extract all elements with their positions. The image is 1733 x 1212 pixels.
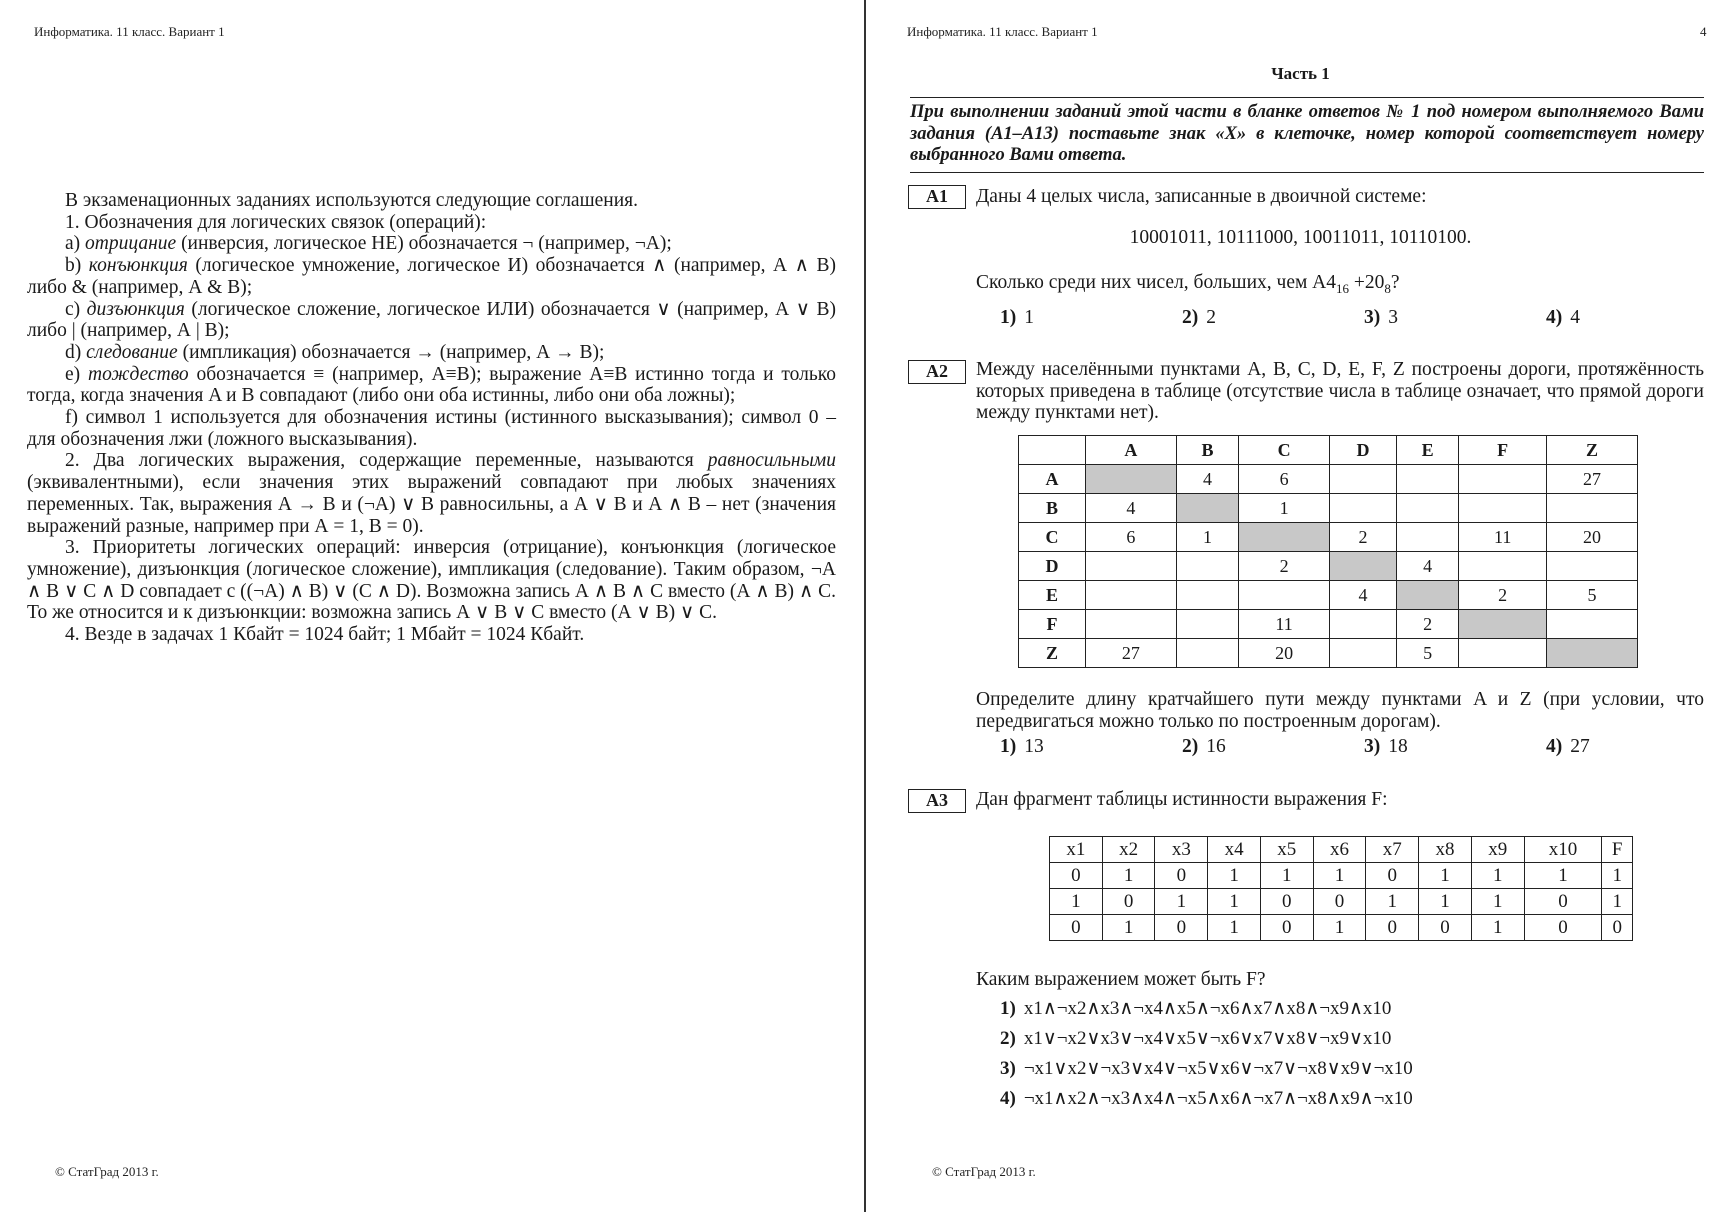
truth-cell: 1 [1313,915,1366,941]
truth-cell: 0 [1260,915,1313,941]
truth-col-header: x10 [1524,837,1602,863]
truth-cell: 1 [1602,889,1633,915]
truth-col-header: x8 [1419,837,1472,863]
distance-header-row [1019,436,1638,465]
part-instructions: При выполнении заданий этой части в бланке ответов № 1 под номером выполняемого Вами задания (А1–А13) поставьте знак «X» в клеточке, номер которой соответствует номеру выбранного Вами ответа. [910,102,1704,165]
truth-table [1049,836,1633,941]
task-a1-text: Даны 4 целых числа, записанные в двоичной системе: [976,186,1427,207]
truth-cell: 1 [1155,889,1208,915]
distance-row [1019,552,1638,581]
distance-cell [1459,465,1547,494]
distance-row-header: B [1019,494,1086,523]
distance-row [1019,581,1638,610]
conventions-item-f: f) символ 1 используется для обозначения истины (истинного высказывания); символ 0 – для обозначения лжи (ложного высказывания). [27,407,836,450]
truth-col-header: x9 [1471,837,1524,863]
truth-col-header: x7 [1366,837,1419,863]
conventions-item-b: b) конъюнкция (логическое умножение, логическое И) обозначается ∧ (например, А ∧ В) либо & (например, А & В); [27,255,836,298]
page-divider [864,0,866,1212]
conventions-item-3: 3. Приоритеты логических операций: инверсия (отрицание), конъюнкция (логическое умножение), дизъюнкция (логическое сложение), импликация (следование). Таким образом, ¬А ∧ В ∨ С ∧ D совпадает с ((¬А) ∧ В) ∨ (С ∧ D). Возможна запись А ∧ В ∧ С вместо (А ∧ В) ∧ С. То же относится и к дизъюнкции: возможна запись А ∨ В ∨ С вместо (А ∨ В) ∨ С. [27,537,836,624]
distance-cell: 5 [1397,639,1459,668]
task-a2-label: А2 [908,360,966,384]
distance-cell: 1 [1239,494,1330,523]
task-a2-answers [1000,736,1720,760]
task-a3-answer-1: 1) x1∧¬x2∧x3∧¬x4∧x5∧¬x6∧x7∧x8∧¬x9∧x10 [1000,998,1392,1019]
distance-col-header: B [1176,436,1238,465]
truth-cell: 0 [1260,889,1313,915]
distance-cell [1330,465,1397,494]
distance-row-header: Z [1019,639,1086,668]
distance-cell [1459,552,1547,581]
rule-bottom [910,172,1704,173]
distance-cell [1085,581,1176,610]
distance-cell [1176,494,1238,523]
left-page [0,0,864,1212]
distance-cell [1459,494,1547,523]
distance-col-header: Z [1547,436,1638,465]
task-a3-question: Каким выражением может быть F? [976,969,1266,990]
distance-cell: 6 [1239,465,1330,494]
distance-cell: 27 [1085,639,1176,668]
distance-cell: 4 [1085,494,1176,523]
task-a1-answer-3: 3) 3 [1364,307,1398,328]
truth-row [1050,863,1633,889]
rule-top [910,97,1704,98]
distance-cell [1547,552,1638,581]
distance-cell [1397,581,1459,610]
distance-cell: 20 [1239,639,1330,668]
conventions-item-4: 4. Везде в задачах 1 Кбайт = 1024 байт; 1 Мбайт = 1024 Кбайт. [65,624,585,646]
distance-col-header: E [1397,436,1459,465]
task-a3-answer-2: 2) x1∨¬x2∨x3∨¬x4∨x5∨¬x6∨x7∨x8∨¬x9∨x10 [1000,1028,1392,1049]
distance-cell [1330,552,1397,581]
truth-cell: 1 [1208,915,1261,941]
distance-cell: 6 [1085,523,1176,552]
right-footer: © СтатГрад 2013 г. [932,1164,1036,1179]
task-a2-question: Определите длину кратчайшего пути между пунктами A и Z (при условии, что передвигаться можно только по построенным дорогам). [976,689,1704,732]
distance-cell [1176,610,1238,639]
distance-col-header: D [1330,436,1397,465]
truth-cell: 0 [1602,915,1633,941]
task-a1-answer-4: 4) 4 [1546,307,1580,328]
task-a3-answer-4: 4) ¬x1∧x2∧¬x3∧x4∧¬x5∧x6∧¬x7∧¬x8∧x9∧¬x10 [1000,1088,1413,1109]
truth-cell: 1 [1102,915,1155,941]
distance-row-header: D [1019,552,1086,581]
truth-cell: 1 [1102,863,1155,889]
distance-row-header: F [1019,610,1086,639]
truth-cell: 0 [1419,915,1472,941]
truth-cell: 0 [1155,915,1208,941]
task-a1-answer-2: 2) 2 [1182,307,1216,328]
task-a3-label: А3 [908,789,966,813]
distance-cell [1330,639,1397,668]
distance-cell [1330,610,1397,639]
truth-row [1050,889,1633,915]
truth-header-row [1050,837,1633,863]
distance-cell [1239,523,1330,552]
truth-cell: 0 [1050,915,1103,941]
conventions-item-2: 2. Два логических выражения, содержащие переменные, называются равносильными (эквивалентными), если значения этих выражений совпадают при любых значениях переменных. Так, выражения А → В и (¬А) ∨ В равносильны, а А ∨ В и А ∧ В – нет (значения выражений разные, например при А = 1, В = 0). [27,450,836,537]
truth-cell: 1 [1419,889,1472,915]
distance-cell: 2 [1330,523,1397,552]
truth-row [1050,915,1633,941]
distance-row [1019,523,1638,552]
truth-cell: 1 [1524,863,1602,889]
distance-cell [1397,494,1459,523]
right-header: Информатика. 11 класс. Вариант 1 [907,24,1098,39]
truth-col-header: x5 [1260,837,1313,863]
truth-cell: 0 [1155,863,1208,889]
task-a2-text: Между населёнными пунктами A, B, C, D, E, F, Z построены дороги, протяжённость которых приведена в таблице (отсутствие числа в таблице означает, что прямой дороги между пунктами нет). [976,359,1704,423]
distance-row [1019,494,1638,523]
page-number: 4 [1700,24,1707,39]
distance-cell: 11 [1239,610,1330,639]
task-a3-answers [1000,994,1700,1114]
distance-col-header: F [1459,436,1547,465]
task-a3-answer-3: 3) ¬x1∨x2∨¬x3∨x4∨¬x5∨x6∨¬x7∨¬x8∨x9∨¬x10 [1000,1058,1413,1079]
distance-cell [1547,610,1638,639]
part-title: Часть 1 [1271,64,1330,83]
conventions-item-c: c) дизъюнкция (логическое сложение, логическое ИЛИ) обозначается ∨ (например, А ∨ В) либо | (например, А | В); [27,298,837,342]
distance-cell: 20 [1547,523,1638,552]
truth-cell: 0 [1050,863,1103,889]
distance-row-header: C [1019,523,1086,552]
truth-cell: 1 [1050,889,1103,915]
task-a1-label: А1 [908,185,966,209]
truth-cell: 0 [1524,889,1602,915]
truth-col-header: F [1602,837,1633,863]
truth-cell: 1 [1602,863,1633,889]
conventions-item-e: e) тождество обозначается ≡ (например, A≡B); выражение A≡B истинно тогда и только тогда, когда значения A и B совпадают (либо они оба истинны, либо они оба ложны); [27,363,836,407]
truth-cell: 1 [1260,863,1313,889]
conventions-item-a: a) отрицание (инверсия, логическое НЕ) обозначается ¬ (например, ¬А); [65,233,672,255]
distance-cell [1397,465,1459,494]
right-page [868,0,1733,1212]
distance-cell [1459,639,1547,668]
distance-cell: 11 [1459,523,1547,552]
task-a1-answer-1: 1) 1 [1000,307,1034,328]
truth-cell: 1 [1419,863,1472,889]
distance-cell [1239,581,1330,610]
truth-cell: 0 [1366,863,1419,889]
task-a1-numbers: 10001011, 10111000, 10011011, 10110100. [1129,227,1472,248]
distance-cell [1085,465,1176,494]
distance-cell [1085,552,1176,581]
distance-cell [1547,494,1638,523]
truth-cell: 1 [1208,889,1261,915]
truth-col-header: x1 [1050,837,1103,863]
truth-cell: 0 [1313,889,1366,915]
truth-cell: 1 [1471,863,1524,889]
distance-cell [1176,581,1238,610]
distance-row [1019,465,1638,494]
distance-col-header: C [1239,436,1330,465]
distance-row-header: E [1019,581,1086,610]
distance-cell: 1 [1176,523,1238,552]
distance-row [1019,639,1638,668]
left-header: Информатика. 11 класс. Вариант 1 [34,24,225,39]
distance-corner [1019,436,1086,465]
task-a1-question: Сколько среди них чисел, больших, чем $A4_{16} +20_8$? [976,272,1400,296]
truth-cell: 1 [1471,915,1524,941]
distance-cell: 4 [1330,581,1397,610]
distance-col-header: A [1085,436,1176,465]
task-a2-answer-1: 1) 13 [1000,736,1044,757]
conventions-item-1: 1. Обозначения для логических связок (операций): [65,211,487,233]
conventions-text [27,190,836,646]
truth-cell: 0 [1524,915,1602,941]
distance-row [1019,610,1638,639]
truth-col-header: x6 [1313,837,1366,863]
distance-cell [1459,610,1547,639]
truth-cell: 1 [1313,863,1366,889]
conventions-intro: В экзаменационных заданиях используются следующие соглашения. [65,190,638,211]
task-a2-answer-3: 3) 18 [1364,736,1408,757]
distance-table [1018,435,1638,668]
task-a2-answer-2: 2) 16 [1182,736,1226,757]
distance-cell [1397,523,1459,552]
truth-col-header: x2 [1102,837,1155,863]
truth-cell: 1 [1366,889,1419,915]
distance-cell: 4 [1176,465,1238,494]
truth-col-header: x4 [1208,837,1261,863]
truth-col-header: x3 [1155,837,1208,863]
distance-row-header: A [1019,465,1086,494]
task-a2-answer-4: 4) 27 [1546,736,1590,757]
truth-cell: 1 [1471,889,1524,915]
distance-cell [1547,639,1638,668]
distance-cell: 2 [1239,552,1330,581]
distance-cell: 2 [1459,581,1547,610]
distance-cell: 5 [1547,581,1638,610]
distance-cell [1176,552,1238,581]
distance-cell: 4 [1397,552,1459,581]
task-a1-answers [1000,307,1720,331]
distance-cell: 2 [1397,610,1459,639]
distance-cell [1085,610,1176,639]
task-a3-text: Дан фрагмент таблицы истинности выражения F: [976,789,1388,810]
distance-cell [1330,494,1397,523]
truth-cell: 1 [1208,863,1261,889]
conventions-item-d: d) следование (импликация) обозначается → (например, А → В); [65,341,605,363]
distance-cell [1176,639,1238,668]
distance-cell: 27 [1547,465,1638,494]
left-footer: © СтатГрад 2013 г. [55,1164,159,1179]
truth-cell: 0 [1102,889,1155,915]
truth-cell: 0 [1366,915,1419,941]
